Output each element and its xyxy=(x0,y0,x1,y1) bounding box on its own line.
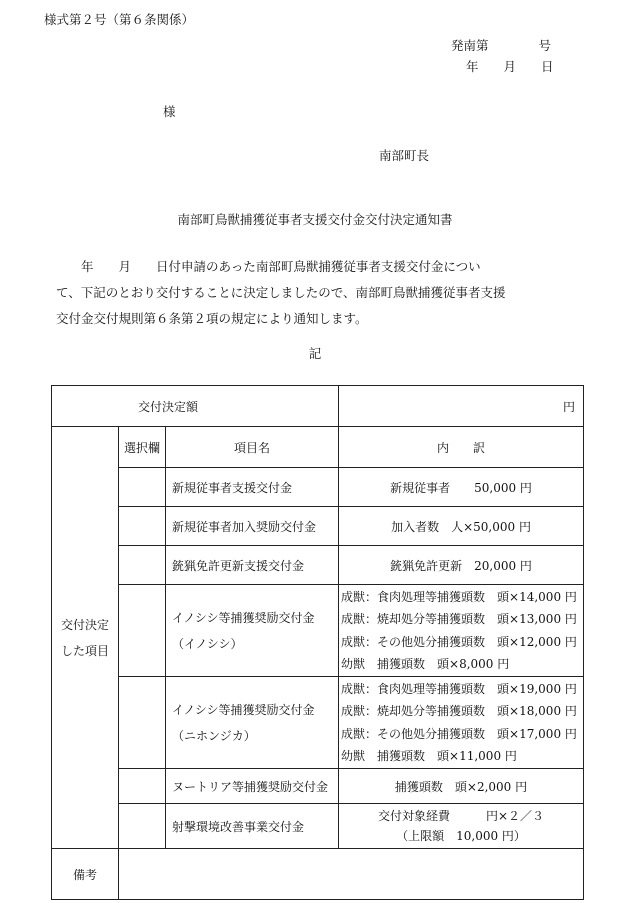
section-label-line-2: した項目 xyxy=(60,643,109,658)
item-name: 新規従事者支援交付金 xyxy=(166,468,339,507)
item-name-line-1: イノシシ等捕獲奨励交付金 xyxy=(172,610,315,625)
detail-header: 内 訳 xyxy=(339,427,584,468)
section-label-line-1: 交付決定 xyxy=(60,617,109,632)
select-cell[interactable] xyxy=(119,507,166,546)
remarks-row xyxy=(52,849,584,900)
detail-line: 幼獣 捕獲頭数 頭×8,000 円 xyxy=(341,657,510,671)
table-row xyxy=(52,507,584,546)
item-detail xyxy=(339,585,584,677)
remarks-field[interactable] xyxy=(119,849,584,900)
form-number-label: 様式第２号（第６条関係） xyxy=(44,12,195,27)
issue-date: 年 月 日 xyxy=(466,59,554,74)
table-row xyxy=(52,677,584,769)
item-detail: 銃猟免許更新 20,000 円 xyxy=(339,546,584,585)
item-detail: 加入者数 人×50,000 円 xyxy=(339,507,584,546)
body-line-2: て、下記のとおり交付することに決定しましたので、南部町鳥獣捕獲従事者支援 xyxy=(56,285,506,300)
item-detail xyxy=(339,804,584,849)
table-row xyxy=(52,804,584,849)
body-line-3: 交付金交付規則第６条第２項の規定により通知します。 xyxy=(56,311,368,326)
body-text xyxy=(56,254,586,332)
detail-line: 成獣：食肉処理等捕獲頭数 頭×19,000 円 xyxy=(341,681,577,696)
select-header: 選択欄 xyxy=(119,427,166,468)
item-name: 射撃環境改善事業交付金 xyxy=(166,804,339,849)
remarks-label: 備考 xyxy=(52,849,119,900)
detail-line: 交付対象経費 円×２／３ xyxy=(378,809,545,823)
item-name-line-2: （ニホンジカ） xyxy=(172,728,256,743)
table-row xyxy=(52,585,584,677)
amount-row xyxy=(52,386,584,427)
item-detail: 新規従事者 50,000 円 xyxy=(339,468,584,507)
detail-line: 幼獣 捕獲頭数 頭×11,000 円 xyxy=(341,749,517,763)
addressee: 様 xyxy=(163,104,176,119)
item-detail xyxy=(339,677,584,769)
amount-unit: 円 xyxy=(339,386,584,427)
issuer: 南部町長 xyxy=(379,148,430,163)
table-row xyxy=(52,769,584,804)
document-title: 南部町鳥獣捕獲従事者支援交付金交付決定通知書 xyxy=(177,212,453,227)
select-cell[interactable] xyxy=(119,804,166,849)
item-name: ヌートリア等捕獲奨励交付金 xyxy=(166,769,339,804)
body-line-1: 年 月 日付申請のあった南部町鳥獣捕獲従事者支援交付金につい xyxy=(56,259,481,274)
item-name: 新規従事者加入奨励交付金 xyxy=(166,507,339,546)
table-row xyxy=(52,468,584,507)
detail-line: （上限額 10,000 円） xyxy=(396,829,526,843)
section-label xyxy=(52,427,119,849)
select-cell[interactable] xyxy=(119,585,166,677)
detail-line: 成獣：食肉処理等捕獲頭数 頭×14,000 円 xyxy=(341,589,577,604)
detail-line: 成獣：焼却処分等捕獲頭数 頭×18,000 円 xyxy=(341,704,577,718)
item-name-line-1: イノシシ等捕獲奨励交付金 xyxy=(172,702,315,717)
item-name-line-2: （イノシシ） xyxy=(172,636,243,651)
item-name xyxy=(166,585,339,677)
detail-line: 成獣：その他処分捕獲頭数 頭×12,000 円 xyxy=(341,634,577,649)
detail-line: 成獣：焼却処分等捕獲頭数 頭×13,000 円 xyxy=(341,612,577,626)
amount-label: 交付決定額 xyxy=(52,386,339,427)
select-cell[interactable] xyxy=(119,546,166,585)
decision-table xyxy=(51,385,584,900)
item-name: 銃猟免許更新支援交付金 xyxy=(166,546,339,585)
select-cell[interactable] xyxy=(119,769,166,804)
table-row xyxy=(52,546,584,585)
detail-line: 成獣：その他処分捕獲頭数 頭×17,000 円 xyxy=(341,726,577,741)
ki-heading: 記 xyxy=(308,346,322,361)
select-cell[interactable] xyxy=(119,468,166,507)
select-cell[interactable] xyxy=(119,677,166,769)
item-name xyxy=(166,677,339,769)
issue-number: 発南第 号 xyxy=(451,38,552,53)
header-row xyxy=(52,427,584,468)
item-detail: 捕獲頭数 頭×2,000 円 xyxy=(339,769,584,804)
item-header: 項目名 xyxy=(166,427,339,468)
